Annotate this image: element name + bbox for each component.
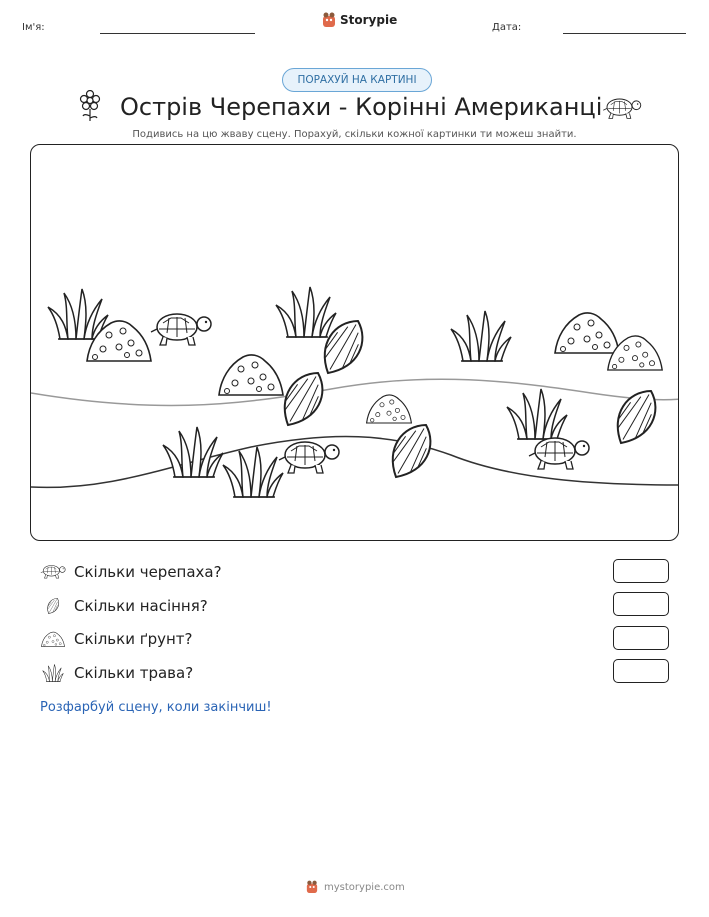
storypie-mascot-icon [322, 12, 336, 28]
grass-picture [163, 427, 223, 477]
grass-icon [40, 663, 66, 683]
answer-box-soil[interactable] [613, 626, 669, 650]
far-ground-line [31, 379, 679, 405]
question-text: Скільки насіння? [74, 597, 208, 615]
seed-picture [382, 417, 441, 485]
page-subtitle: Подивись на цю жваву сцену. Порахуй, скільки кожної картинки ти можеш знайти. [132, 129, 577, 140]
page-title: Острів Черепахи - Корінні Американці [120, 93, 603, 121]
date-label: Дата: [492, 22, 522, 33]
grass-picture [276, 287, 336, 337]
turtle-picture [151, 314, 211, 345]
counting-scene [30, 144, 679, 541]
date-field[interactable] [563, 33, 686, 34]
footer-url: mystorypie.com [324, 881, 405, 893]
seed-picture [607, 383, 666, 451]
name-field[interactable] [100, 33, 255, 34]
question-text: Скільки черепаха? [74, 563, 222, 581]
answer-box-turtle[interactable] [613, 559, 669, 583]
soil-picture [219, 355, 283, 395]
seed-picture [274, 365, 333, 433]
soil-picture [555, 313, 619, 353]
answer-box-grass[interactable] [613, 659, 669, 683]
flower-icon [78, 90, 102, 122]
activity-badge: ПОРАХУЙ НА КАРТИНІ [282, 68, 432, 92]
seed-icon [40, 596, 66, 616]
soil-picture [367, 395, 412, 423]
grass-picture [451, 311, 511, 361]
soil-icon [40, 629, 66, 649]
storypie-mascot-icon [306, 880, 318, 894]
turtle-picture [279, 442, 339, 473]
question-grass [40, 661, 193, 685]
question-text: Скільки трава? [74, 664, 194, 682]
turtle-decoration-icon [602, 96, 642, 122]
grass-picture [507, 389, 567, 439]
question-text: Скільки ґрунт? [74, 630, 193, 648]
turtle-picture [529, 438, 589, 469]
question-turtle [40, 560, 222, 584]
name-label: Ім'я: [22, 22, 45, 33]
grass-picture [223, 447, 283, 497]
answer-box-seed[interactable] [613, 592, 669, 616]
question-soil [40, 627, 193, 651]
turtle-icon [40, 562, 66, 582]
question-seed [40, 594, 208, 618]
brand-logo [322, 12, 397, 28]
footer [306, 880, 405, 894]
brand-name: Storypie [340, 13, 398, 27]
coloring-note: Розфарбуй сцену, коли закінчиш! [40, 700, 272, 715]
